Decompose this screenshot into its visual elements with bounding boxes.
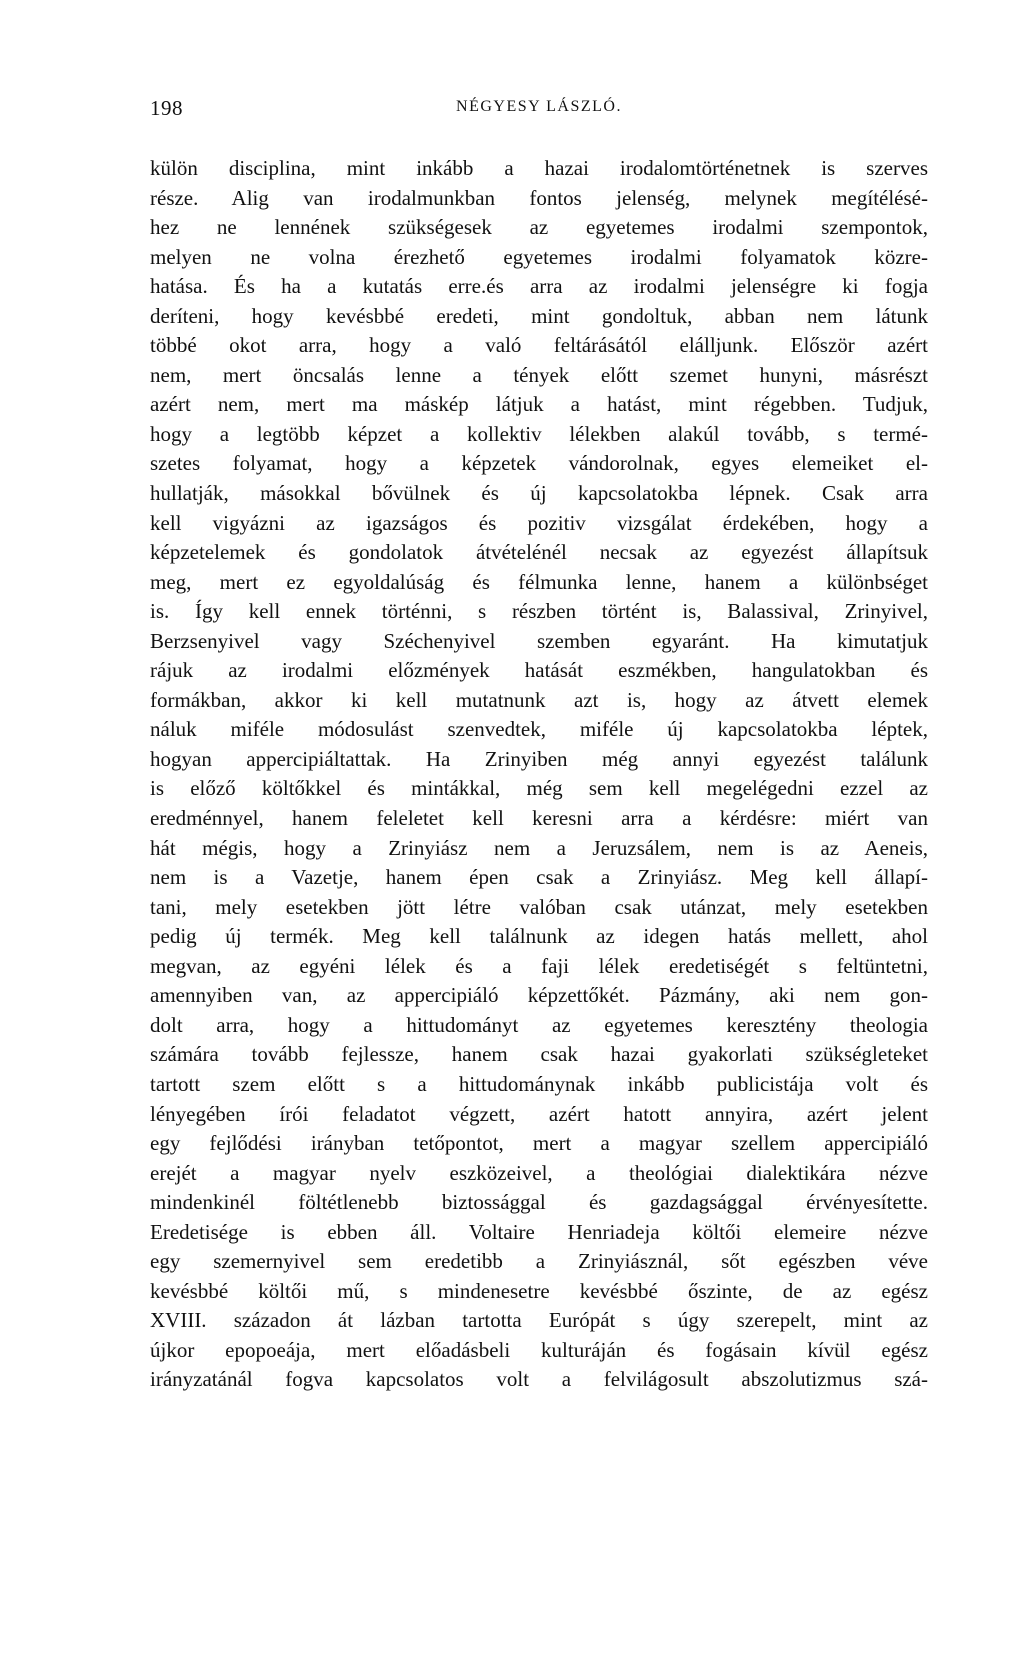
text-line: náluk miféle módosulást szenvedtek, miféle új kapcsolatokba léptek,	[150, 717, 928, 742]
text-line: számára tovább fejlessze, hanem csak hazai gyakorlati szükségleteket	[150, 1042, 928, 1067]
text-line: nem, mert öncsalás lenne a tények előtt szemet hunyni, másrészt	[150, 362, 928, 387]
text-line: formákban, akkor ki kell mutatnunk azt is, hogy az átvett elemek	[150, 687, 928, 712]
text-line: XVIII. századon át lázban tartotta Európát s úgy szerepelt, mint az	[150, 1308, 928, 1333]
body-text	[150, 154, 928, 1395]
text-line: erejét a magyar nyelv eszközeivel, a theológiai dialektikára nézve	[150, 1160, 928, 1185]
text-line: rájuk az irodalmi előzmények hatását eszmékben, hangulatokban és	[150, 658, 928, 683]
text-line: hogyan appercipiáltattak. Ha Zrinyiben még annyi egyezést találunk	[150, 746, 928, 771]
text-line: irányzatánál fogva kapcsolatos volt a felvilágosult abszolutizmus szá-	[150, 1367, 928, 1392]
text-line: Eredetisége is ebben áll. Voltaire Henriadeja költői elemeire nézve	[150, 1219, 928, 1244]
text-line: többé okot arra, hogy a való feltárásától elálljunk. Először azért	[150, 333, 928, 358]
text-line: lényegében írói feladatot végzett, azért hatott annyira, azért jelent	[150, 1101, 928, 1126]
text-line: azért nem, mert ma máskép látjuk a hatást, mint régebben. Tudjuk,	[150, 392, 928, 417]
text-line: kell vigyázni az igazságos és pozitiv vizsgálat érdekében, hogy a	[150, 510, 928, 535]
running-head	[150, 96, 928, 126]
running-title: NÉGYESY LÁSZLÓ.	[456, 98, 622, 115]
text-line: meg, mert ez egyoldalúság és félmunka lenne, hanem a különbséget	[150, 569, 928, 594]
text-line: eredménnyel, hanem feleletet kell keresni arra a kérdésre: miért van	[150, 806, 928, 831]
text-line: része. Alig van irodalmunkban fontos jelenség, melynek megítélésé-	[150, 185, 928, 210]
text-line: hez ne lennének szükségesek az egyetemes irodalmi szempontok,	[150, 215, 928, 240]
text-line: tartott szem előtt s a hittudománynak inkább publicistája volt és	[150, 1071, 928, 1096]
text-line: mindenkinél föltétlenebb biztossággal és gazdagsággal érvényesítette.	[150, 1190, 928, 1215]
text-line: képzetelemek és gondolatok átvételénél necsak az egyezést állapítsuk	[150, 540, 928, 565]
text-line: újkor epopoeája, mert előadásbeli kulturáján és fogásain kívül egész	[150, 1337, 928, 1362]
text-line: hát mégis, hogy a Zrinyiász nem a Jeruzsálem, nem is az Aeneis,	[150, 835, 928, 860]
text-line: megvan, az egyéni lélek és a faji lélek eredetiségét s feltüntetni,	[150, 953, 928, 978]
text-line: egy szemernyivel sem eredetibb a Zrinyiásznál, sőt egészben véve	[150, 1249, 928, 1274]
text-line: külön disciplina, mint inkább a hazai irodalomtörténetnek is szerves	[150, 156, 928, 180]
text-line: amennyiben van, az appercipiáló képzettőkét. Pázmány, aki nem gon-	[150, 983, 928, 1008]
text-line: is. Így kell ennek történni, s részben történt is, Balassival, Zrinyivel,	[150, 599, 928, 624]
text-line: deríteni, hogy kevésbbé eredeti, mint gondoltuk, abban nem látunk	[150, 303, 928, 328]
page-number: 198	[150, 96, 183, 120]
text-line: tani, mely esetekben jött létre valóban csak utánzat, mely esetekben	[150, 894, 928, 919]
text-line: hullatják, másokkal bővülnek és új kapcsolatokba lépnek. Csak arra	[150, 481, 928, 506]
text-line: szetes folyamat, hogy a képzetek vándorolnak, egyes elemeiket el-	[150, 451, 928, 476]
text-line: kevésbbé költői mű, s mindenesetre kevésbbé őszinte, de az egész	[150, 1278, 928, 1303]
text-line: pedig új termék. Meg kell találnunk az idegen hatás mellett, ahol	[150, 924, 928, 949]
text-line: dolt arra, hogy a hittudományt az egyetemes keresztény theologia	[150, 1012, 928, 1037]
text-line: melyen ne volna érezhető egyetemes irodalmi folyamatok közre-	[150, 244, 928, 269]
text-line: hogy a legtöbb képzet a kollektiv lélekben alakúl tovább, s termé-	[150, 421, 928, 446]
text-line: egy fejlődési irányban tetőpontot, mert a magyar szellem appercipiáló	[150, 1131, 928, 1156]
text-line: nem is a Vazetje, hanem épen csak a Zrinyiász. Meg kell állapí-	[150, 865, 928, 890]
text-line: is előző költőkkel és mintákkal, még sem kell megelégedni ezzel az	[150, 776, 928, 801]
text-line: hatása. És ha a kutatás erre.és arra az irodalmi jelenségre ki fogja	[150, 274, 928, 299]
text-line: Berzsenyivel vagy Széchenyivel szemben egyaránt. Ha kimutatjuk	[150, 628, 928, 653]
